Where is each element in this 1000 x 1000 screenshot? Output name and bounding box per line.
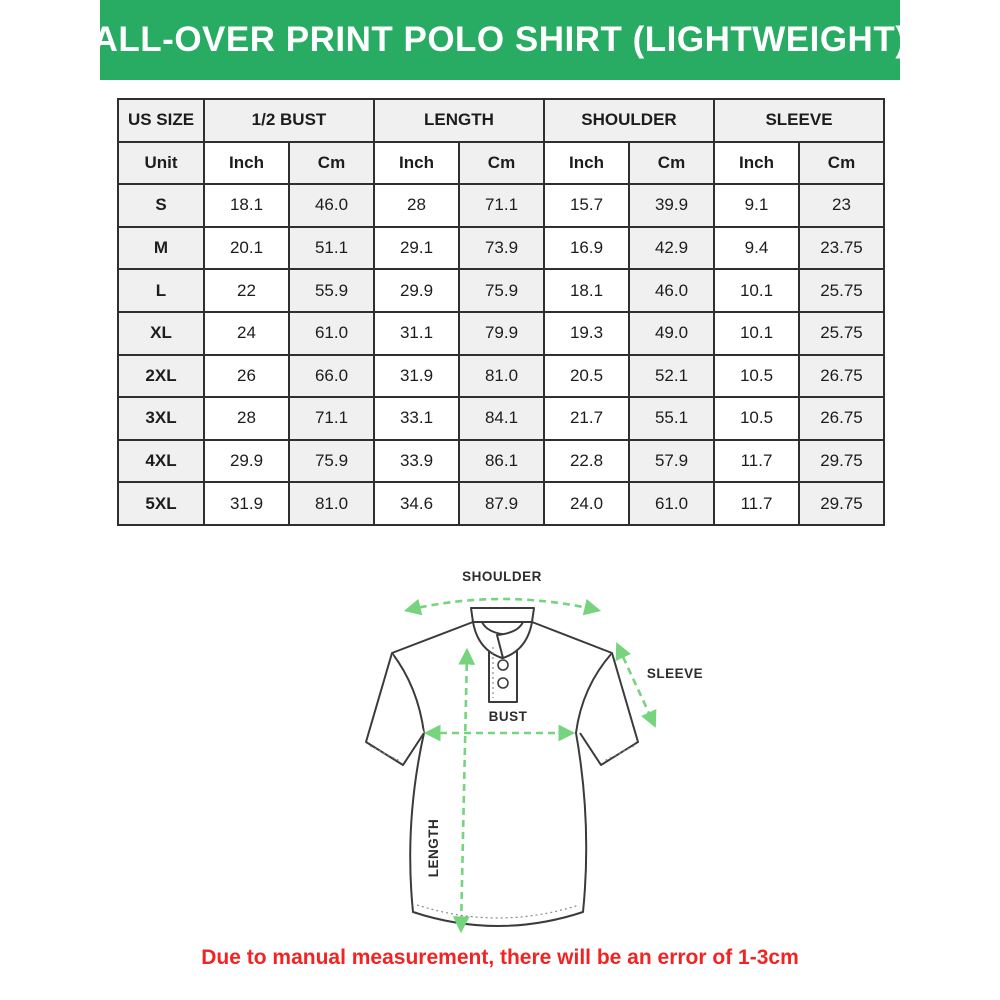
- value-cell: 11.7: [714, 440, 799, 483]
- value-cell: 52.1: [629, 355, 714, 398]
- shirt-button: [498, 660, 508, 670]
- length-label: LENGTH: [426, 818, 441, 878]
- value-cell: 31.1: [374, 312, 459, 355]
- shirt-button: [498, 678, 508, 688]
- value-cell: 33.1: [374, 397, 459, 440]
- value-cell: 20.1: [204, 227, 289, 270]
- table-row: [118, 397, 884, 440]
- table-row: [118, 482, 884, 525]
- sleeve-label: SLEEVE: [646, 666, 704, 681]
- value-cell: 87.9: [459, 482, 544, 525]
- polo-shirt-outline: [366, 608, 638, 926]
- size-label: XL: [118, 312, 204, 355]
- value-cell: 34.6: [374, 482, 459, 525]
- value-cell: 15.7: [544, 184, 629, 227]
- value-cell: 10.5: [714, 397, 799, 440]
- value-cell: 61.0: [629, 482, 714, 525]
- value-cell: 49.0: [629, 312, 714, 355]
- table-row: [118, 227, 884, 270]
- value-cell: 22.8: [544, 440, 629, 483]
- shirt-collar-band: [471, 608, 534, 622]
- value-cell: 20.5: [544, 355, 629, 398]
- unit-label: Unit: [118, 142, 204, 185]
- table-row: [118, 440, 884, 483]
- title-banner: [92, 0, 908, 80]
- value-cell: 11.7: [714, 482, 799, 525]
- size-label: 4XL: [118, 440, 204, 483]
- value-cell: 25.75: [799, 269, 884, 312]
- unit-cell: Inch: [374, 142, 459, 185]
- unit-cell: Cm: [289, 142, 374, 185]
- value-cell: 10.1: [714, 269, 799, 312]
- value-cell: 46.0: [629, 269, 714, 312]
- value-cell: 29.9: [374, 269, 459, 312]
- unit-cell: Inch: [714, 142, 799, 185]
- value-cell: 29.75: [799, 482, 884, 525]
- value-cell: 21.7: [544, 397, 629, 440]
- table-row: [118, 355, 884, 398]
- value-cell: 61.0: [289, 312, 374, 355]
- value-cell: 9.4: [714, 227, 799, 270]
- table-row: [118, 312, 884, 355]
- value-cell: 10.5: [714, 355, 799, 398]
- unit-row: [118, 142, 884, 185]
- value-cell: 9.1: [714, 184, 799, 227]
- value-cell: 42.9: [629, 227, 714, 270]
- value-cell: 46.0: [289, 184, 374, 227]
- table-header-row: [118, 99, 884, 142]
- size-label: L: [118, 269, 204, 312]
- value-cell: 86.1: [459, 440, 544, 483]
- col-header-half-bust: 1/2 BUST: [204, 99, 374, 142]
- unit-cell: Cm: [629, 142, 714, 185]
- value-cell: 75.9: [459, 269, 544, 312]
- value-cell: 81.0: [289, 482, 374, 525]
- value-cell: 25.75: [799, 312, 884, 355]
- value-cell: 26.75: [799, 397, 884, 440]
- value-cell: 31.9: [374, 355, 459, 398]
- table-row: [118, 269, 884, 312]
- value-cell: 39.9: [629, 184, 714, 227]
- col-header-shoulder: SHOULDER: [544, 99, 714, 142]
- value-cell: 75.9: [289, 440, 374, 483]
- polo-shirt-measurement-diagram: [330, 555, 710, 955]
- value-cell: 10.1: [714, 312, 799, 355]
- value-cell: 24: [204, 312, 289, 355]
- size-table: [117, 98, 885, 526]
- value-cell: 71.1: [459, 184, 544, 227]
- table-row: [118, 184, 884, 227]
- value-cell: 55.1: [629, 397, 714, 440]
- value-cell: 51.1: [289, 227, 374, 270]
- bust-label: BUST: [488, 709, 528, 724]
- value-cell: 66.0: [289, 355, 374, 398]
- shoulder-label: SHOULDER: [462, 569, 542, 584]
- value-cell: 71.1: [289, 397, 374, 440]
- page-title: ALL-OVER PRINT POLO SHIRT (LIGHTWEIGHT): [92, 20, 908, 59]
- unit-cell: Inch: [544, 142, 629, 185]
- value-cell: 26.75: [799, 355, 884, 398]
- size-label: S: [118, 184, 204, 227]
- value-cell: 19.3: [544, 312, 629, 355]
- col-header-us-size: US SIZE: [118, 99, 204, 142]
- value-cell: 79.9: [459, 312, 544, 355]
- size-label: M: [118, 227, 204, 270]
- value-cell: 29.1: [374, 227, 459, 270]
- value-cell: 26: [204, 355, 289, 398]
- value-cell: 29.9: [204, 440, 289, 483]
- value-cell: 73.9: [459, 227, 544, 270]
- unit-cell: Cm: [799, 142, 884, 185]
- value-cell: 16.9: [544, 227, 629, 270]
- value-cell: 33.9: [374, 440, 459, 483]
- size-label: 3XL: [118, 397, 204, 440]
- unit-cell: Cm: [459, 142, 544, 185]
- value-cell: 28: [374, 184, 459, 227]
- value-cell: 22: [204, 269, 289, 312]
- col-header-length: LENGTH: [374, 99, 544, 142]
- size-label: 2XL: [118, 355, 204, 398]
- value-cell: 81.0: [459, 355, 544, 398]
- value-cell: 23.75: [799, 227, 884, 270]
- value-cell: 31.9: [204, 482, 289, 525]
- value-cell: 29.75: [799, 440, 884, 483]
- value-cell: 23: [799, 184, 884, 227]
- value-cell: 24.0: [544, 482, 629, 525]
- unit-cell: Inch: [204, 142, 289, 185]
- col-header-sleeve: SLEEVE: [714, 99, 884, 142]
- size-label: 5XL: [118, 482, 204, 525]
- value-cell: 28: [204, 397, 289, 440]
- measurement-error-note: Due to manual measurement, there will be an error of 1-3cm: [201, 946, 799, 969]
- value-cell: 18.1: [204, 184, 289, 227]
- value-cell: 55.9: [289, 269, 374, 312]
- value-cell: 18.1: [544, 269, 629, 312]
- value-cell: 84.1: [459, 397, 544, 440]
- value-cell: 57.9: [629, 440, 714, 483]
